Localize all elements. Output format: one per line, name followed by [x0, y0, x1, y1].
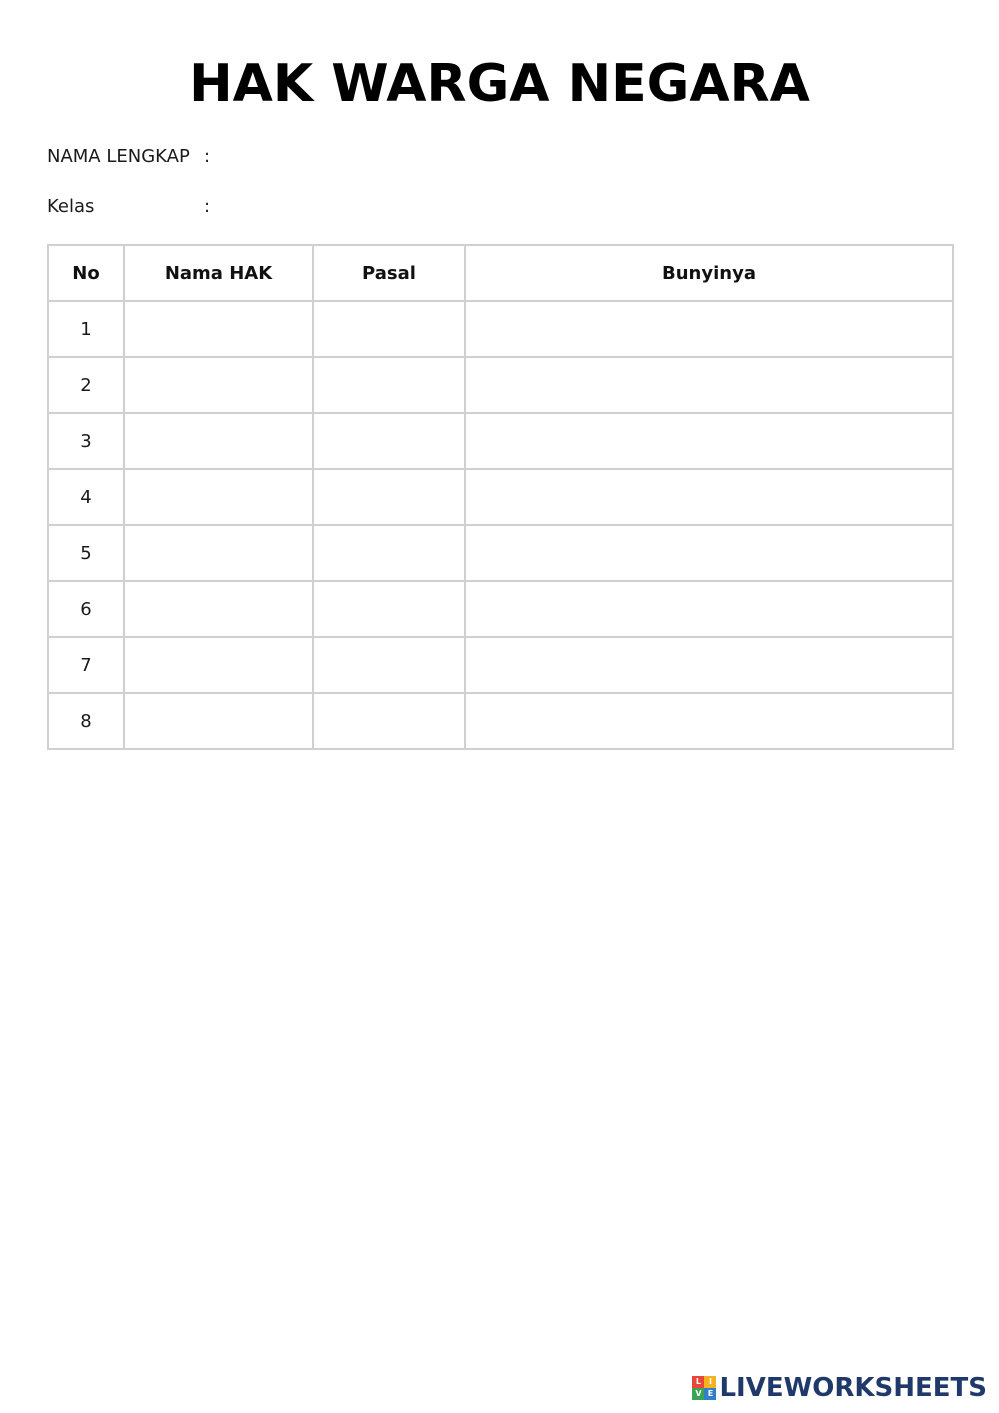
cell-bunyinya[interactable]: [465, 301, 953, 357]
cell-bunyinya[interactable]: [465, 357, 953, 413]
cell-no: 5: [48, 525, 124, 581]
rights-table: [47, 244, 954, 750]
cell-bunyinya[interactable]: [465, 581, 953, 637]
liveworksheets-wordmark: LIVEWORKSHEETS: [719, 1373, 987, 1403]
table-row: [48, 693, 953, 749]
student-name-field: [47, 145, 211, 169]
logo-letter-v: V: [692, 1388, 704, 1400]
cell-nama-hak[interactable]: [124, 637, 313, 693]
header-nama-hak: Nama HAK: [124, 245, 313, 301]
logo-letter-e: E: [704, 1388, 716, 1400]
table-row: [48, 637, 953, 693]
cell-no: 1: [48, 301, 124, 357]
cell-no: 2: [48, 357, 124, 413]
cell-nama-hak[interactable]: [124, 693, 313, 749]
table-row: [48, 525, 953, 581]
cell-nama-hak[interactable]: [124, 581, 313, 637]
cell-pasal[interactable]: [313, 413, 465, 469]
cell-nama-hak[interactable]: [124, 413, 313, 469]
table-row: [48, 581, 953, 637]
header-pasal: Pasal: [313, 245, 465, 301]
table-header-row: [48, 245, 953, 301]
cell-pasal[interactable]: [313, 469, 465, 525]
cell-nama-hak[interactable]: [124, 525, 313, 581]
cell-nama-hak[interactable]: [124, 469, 313, 525]
cell-pasal[interactable]: [313, 301, 465, 357]
table-row: [48, 469, 953, 525]
student-name-colon: :: [204, 146, 211, 167]
cell-no: 4: [48, 469, 124, 525]
student-name-label: NAMA LENGKAP: [47, 146, 190, 167]
table-row: [48, 301, 953, 357]
class-colon: :: [204, 196, 211, 217]
cell-no: 7: [48, 637, 124, 693]
cell-pasal[interactable]: [313, 637, 465, 693]
cell-no: 3: [48, 413, 124, 469]
cell-bunyinya[interactable]: [465, 525, 953, 581]
logo-letter-i: I: [704, 1376, 716, 1388]
header-bunyinya: Bunyinya: [465, 245, 953, 301]
cell-no: 8: [48, 693, 124, 749]
worksheet-title: HAK WARGA NEGARA: [189, 54, 810, 114]
cell-nama-hak[interactable]: [124, 301, 313, 357]
liveworksheets-logo-icon: [692, 1376, 716, 1400]
header-no: No: [48, 245, 124, 301]
cell-bunyinya[interactable]: [465, 637, 953, 693]
cell-nama-hak[interactable]: [124, 357, 313, 413]
cell-bunyinya[interactable]: [465, 469, 953, 525]
liveworksheets-branding: [692, 1372, 987, 1404]
class-label: Kelas: [47, 196, 95, 217]
cell-bunyinya[interactable]: [465, 413, 953, 469]
cell-no: 6: [48, 581, 124, 637]
cell-pasal[interactable]: [313, 357, 465, 413]
class-field: [47, 195, 211, 219]
cell-pasal[interactable]: [313, 693, 465, 749]
cell-pasal[interactable]: [313, 525, 465, 581]
cell-bunyinya[interactable]: [465, 693, 953, 749]
table-row: [48, 413, 953, 469]
table-row: [48, 357, 953, 413]
logo-letter-l: L: [692, 1376, 704, 1388]
cell-pasal[interactable]: [313, 581, 465, 637]
